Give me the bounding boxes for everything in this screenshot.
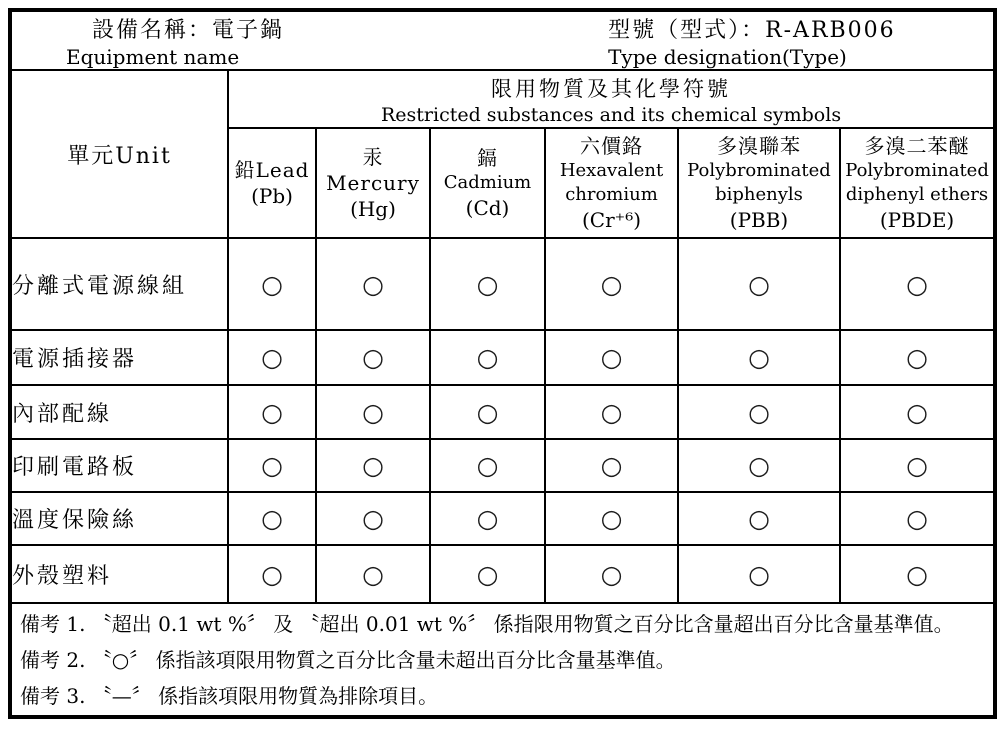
compliance-mark: ○ — [840, 545, 995, 603]
compliance-mark: ○ — [228, 492, 316, 545]
compliance-mark: ○ — [678, 439, 840, 492]
compliance-mark: ○ — [316, 330, 430, 385]
table-row — [10, 330, 995, 385]
compliance-mark: ○ — [840, 492, 995, 545]
restricted-substances-zh: 限用物質及其化學符號 — [491, 76, 732, 101]
compliance-mark: ○ — [545, 385, 678, 439]
type-designation-zh: 型號（型式）：R-ARB006 — [608, 18, 896, 43]
remark-3: 備考 3. 〝—〞 係指該項限用物質為排除項目。 — [20, 683, 439, 708]
unit-label: 溫度保險絲 — [10, 492, 228, 545]
column-header-en: Hexavalent chromium — [559, 159, 664, 205]
column-header-symbol: (Hg) — [350, 196, 396, 221]
column-header-symbol: (Cd) — [465, 195, 510, 220]
column-header-zh: 鉛Lead — [234, 157, 310, 182]
column-header-zh: 六價鉻 — [580, 133, 643, 158]
column-header-symbol: (Cr⁺⁶) — [581, 207, 642, 232]
equipment-name-block — [12, 12, 608, 69]
compliance-mark: ○ — [228, 330, 316, 385]
compliance-mark: ○ — [678, 492, 840, 545]
compliance-mark: ○ — [840, 439, 995, 492]
type-designation-en: Type designation(Type) — [608, 45, 847, 69]
compliance-mark: ○ — [316, 385, 430, 439]
compliance-mark: ○ — [228, 545, 316, 603]
compliance-mark: ○ — [430, 330, 545, 385]
remarks-section — [10, 603, 995, 717]
column-header-zh: 鎘 — [477, 145, 498, 170]
restricted-substances-table — [8, 8, 997, 719]
type-designation-block — [608, 12, 993, 69]
column-header-pbde — [840, 128, 995, 238]
document-header — [12, 12, 993, 69]
compliance-mark: ○ — [545, 439, 678, 492]
table-row — [10, 439, 995, 492]
column-header-mercury — [316, 128, 430, 238]
compliance-mark: ○ — [840, 330, 995, 385]
table-row — [10, 238, 995, 330]
compliance-mark: ○ — [840, 238, 995, 330]
compliance-mark: ○ — [430, 492, 545, 545]
compliance-mark: ○ — [545, 492, 678, 545]
column-header-en: Polybrominated diphenyl ethers — [845, 159, 989, 205]
column-header-hexavalent-chromium — [545, 128, 678, 238]
column-header-zh: 汞Mercury — [326, 144, 420, 195]
table-row — [10, 492, 995, 545]
restricted-substances-en: Restricted substances and its chemical symbols — [380, 103, 842, 126]
unit-label: 內部配線 — [10, 385, 228, 439]
compliance-mark: ○ — [316, 492, 430, 545]
compliance-mark: ○ — [316, 439, 430, 492]
compliance-mark: ○ — [678, 330, 840, 385]
unit-column-header: 單元Unit — [10, 70, 228, 238]
unit-label: 分離式電源線組 — [10, 238, 228, 330]
column-header-en: Polybrominated biphenyls — [687, 159, 831, 205]
compliance-mark: ○ — [678, 385, 840, 439]
compliance-mark: ○ — [840, 385, 995, 439]
compliance-mark: ○ — [545, 330, 678, 385]
column-header-en: Cadmium — [443, 171, 532, 193]
compliance-mark: ○ — [430, 238, 545, 330]
unit-label: 外殼塑料 — [10, 545, 228, 603]
equipment-name-zh: 設備名稱：電子鍋 — [92, 18, 285, 43]
column-header-lead — [228, 128, 316, 238]
compliance-mark: ○ — [316, 545, 430, 603]
compliance-mark: ○ — [545, 238, 678, 330]
document-header-cell — [10, 10, 995, 70]
compliance-mark: ○ — [678, 545, 840, 603]
column-header-cadmium — [430, 128, 545, 238]
column-header-zh: 多溴二苯醚 — [864, 133, 970, 158]
compliance-mark: ○ — [430, 439, 545, 492]
compliance-mark: ○ — [545, 545, 678, 603]
table-row — [10, 385, 995, 439]
remark-1: 備考 1. 〝超出 0.1 wt %〞 及 〝超出 0.01 wt %〞 係指限用物質之百分比含量超出百分比含量基準值。 — [20, 611, 954, 636]
compliance-mark: ○ — [228, 238, 316, 330]
compliance-mark: ○ — [228, 439, 316, 492]
column-header-symbol: (PBB) — [729, 207, 789, 232]
compliance-mark: ○ — [430, 385, 545, 439]
column-header-pbb — [678, 128, 840, 238]
compliance-mark: ○ — [228, 385, 316, 439]
column-header-symbol: (PBDE) — [879, 207, 955, 232]
remark-2: 備考 2. 〝○〞 係指該項限用物質之百分比含量未超出百分比含量基準值。 — [20, 647, 676, 672]
compliance-mark: ○ — [430, 545, 545, 603]
column-header-zh: 多溴聯苯 — [717, 133, 801, 158]
compliance-mark: ○ — [678, 238, 840, 330]
restricted-substances-header — [228, 70, 995, 128]
unit-label: 電源插接器 — [10, 330, 228, 385]
unit-label: 印刷電路板 — [10, 439, 228, 492]
column-header-symbol: (Pb) — [251, 183, 293, 208]
equipment-name-en: Equipment name — [66, 45, 240, 69]
compliance-mark: ○ — [316, 238, 430, 330]
table-row — [10, 545, 995, 603]
